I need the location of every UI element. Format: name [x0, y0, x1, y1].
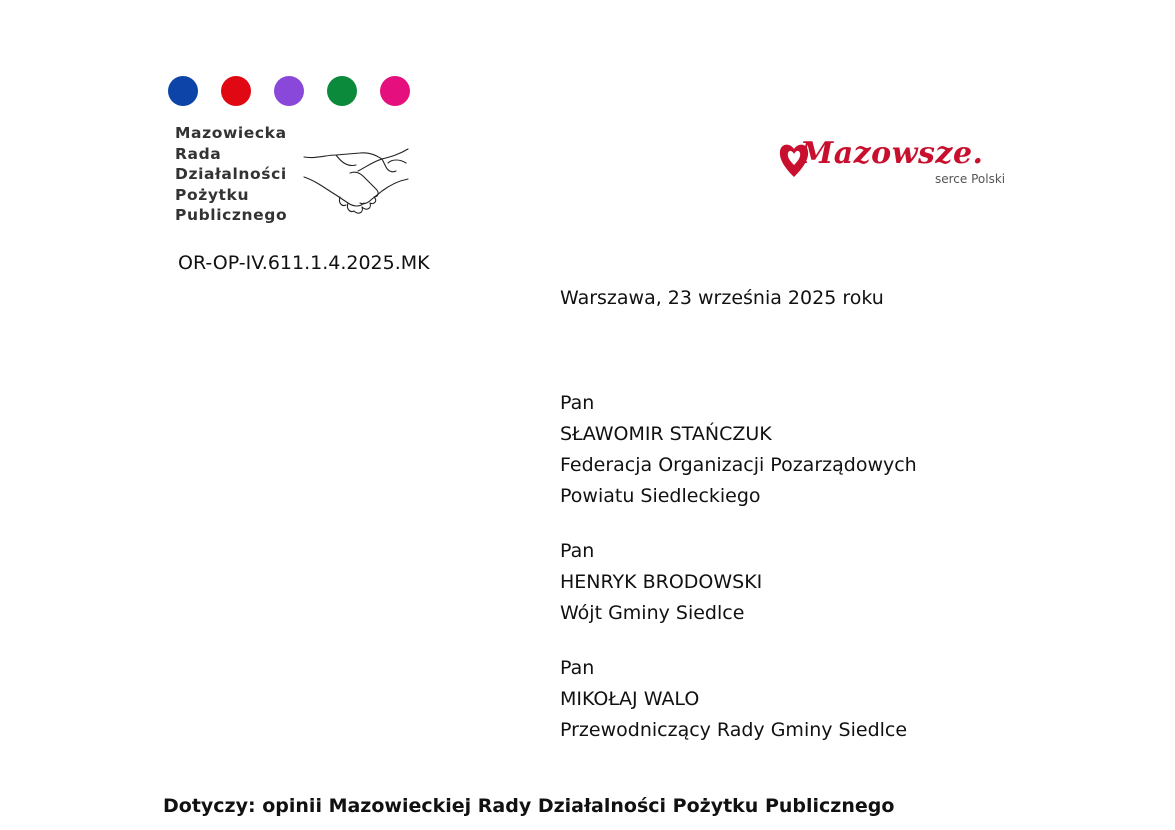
- date-line: Warszawa, 23 września 2025 roku: [560, 287, 884, 309]
- recipient: [560, 653, 980, 746]
- recipient-line: Federacja Organizacji Pozarządowych: [560, 454, 917, 476]
- council-name-line: Rada: [175, 144, 222, 163]
- recipients-block: [560, 388, 980, 770]
- council-name-line: Pożytku: [175, 185, 250, 204]
- handshake-icon: [302, 145, 412, 217]
- recipient-salutation: Pan: [560, 540, 595, 562]
- logo-dot-purple: [274, 76, 304, 106]
- recipient: [560, 388, 980, 512]
- recipient-salutation: Pan: [560, 657, 595, 679]
- logo-dot-blue: [168, 76, 198, 106]
- mazowsze-logo: [778, 134, 1018, 192]
- subject-text: opinii Mazowieckiej Rady Działalności Pożytku Publicznego: [262, 795, 895, 817]
- subject-line: [163, 795, 894, 817]
- council-name-line: Publicznego: [175, 206, 288, 224]
- recipient-line: Powiatu Siedleckiego: [560, 485, 761, 507]
- subject-label: Dotyczy:: [163, 795, 256, 817]
- mazowsze-wordmark: Mazowsze.: [800, 136, 984, 171]
- logo-dot-red: [221, 76, 251, 106]
- council-logo-name: [175, 123, 287, 226]
- document-signature: OR-OP-IV.611.1.4.2025.MK: [178, 252, 430, 274]
- recipient: [560, 536, 980, 629]
- recipient-line: Wójt Gminy Siedlce: [560, 602, 745, 624]
- council-logo-dots: [168, 76, 413, 108]
- recipient-name: SŁAWOMIR STAŃCZUK: [560, 423, 772, 445]
- logo-dot-magenta: [380, 76, 410, 106]
- council-name-line: Działalności: [175, 165, 287, 183]
- mazowsze-tagline: serce Polski: [935, 172, 1006, 186]
- council-name-line: Mazowiecka: [175, 124, 287, 142]
- logo-dot-green: [327, 76, 357, 106]
- recipient-salutation: Pan: [560, 392, 595, 414]
- recipient-name: MIKOŁAJ WALO: [560, 688, 700, 710]
- recipient-line: Przewodniczący Rady Gminy Siedlce: [560, 719, 908, 741]
- recipient-name: HENRYK BRODOWSKI: [560, 571, 763, 593]
